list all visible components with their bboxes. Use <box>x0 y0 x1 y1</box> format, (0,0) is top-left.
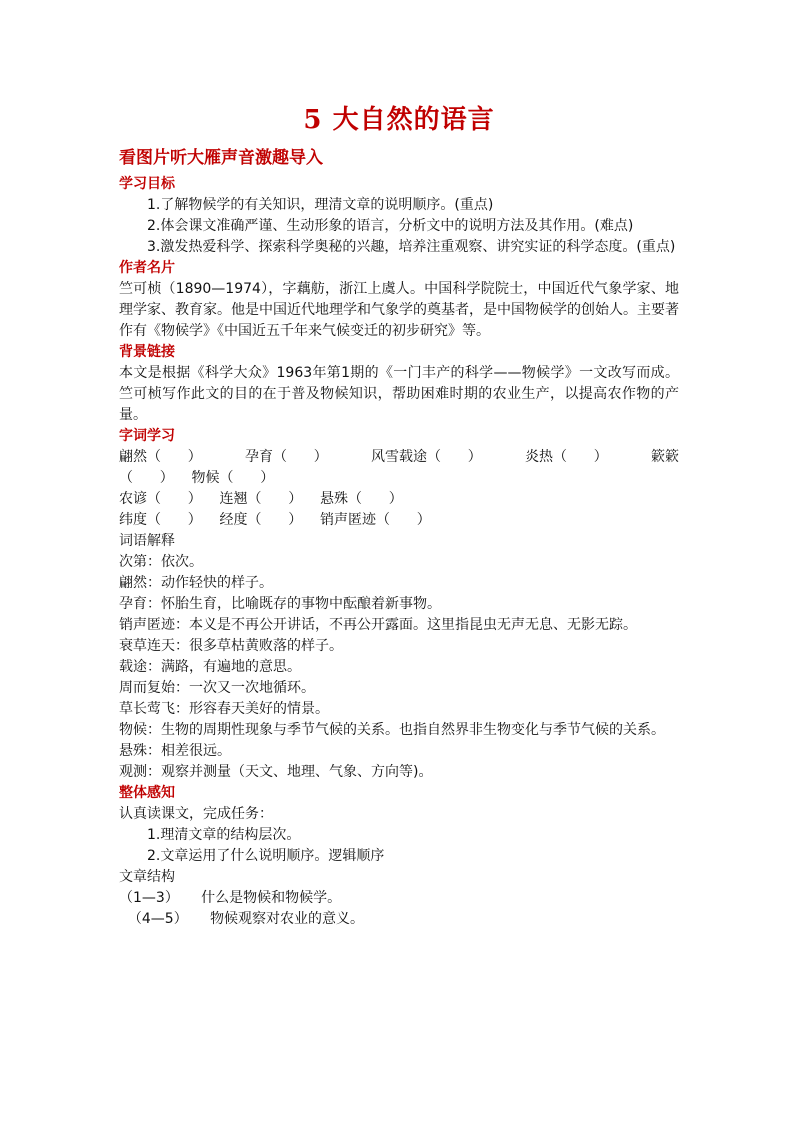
word-fill-item: 翩然（ ） <box>119 449 202 465</box>
word-fill-item: 销声匿迹（ ） <box>302 512 431 528</box>
word-fill-item: 物候（ ） <box>173 470 275 486</box>
word-fill-row <box>119 489 679 510</box>
goal-item: 2.体会课文准确严谨、生动形象的语言，分析文中的说明方法及其作用。(难点) <box>147 218 634 234</box>
explanation-item: 草长莺飞：形容春天美好的情景。 <box>119 701 329 717</box>
explanation-item: 观测：观察并测量（天文、地理、气象、方向等)。 <box>119 764 433 780</box>
word-fill-item: 悬殊（ ） <box>302 491 403 507</box>
explanation-item: 翩然：动作轻快的样子。 <box>119 575 273 591</box>
background-text: 本文是根据《科学大众》1963年第1期的《一门丰产的科学——物候学》一文改写而成。竺可桢写作此文的目的在于普及物候知识，帮助困难时期的农业生产，以提高农作物的产量。 <box>119 365 679 423</box>
words-heading: 字词学习 <box>119 428 175 444</box>
explanation-item: 衰草连天：很多草枯黄败落的样子。 <box>119 638 343 654</box>
explanation-item: 物候：生物的周期性现象与季节气候的关系。也指自然界非生物变化与季节气候的关系。 <box>119 722 665 738</box>
explanation-item: 悬殊：相差很远。 <box>119 743 231 759</box>
explanation-item: 孕育：怀胎生育，比喻既存的事物中酝酿着新事物。 <box>119 596 441 612</box>
section-subtitle: 看图片听大雁声音激趣导入 <box>119 148 323 168</box>
word-fill-item: 炎热（ ） <box>525 449 608 465</box>
document-page <box>119 100 679 930</box>
word-fill-item: 经度（ ） <box>201 512 303 528</box>
word-fill-item: （ ） <box>119 470 174 486</box>
author-heading: 作者名片 <box>119 260 175 276</box>
structure-item: （4—5） 物候观察对农业的意义。 <box>119 911 364 927</box>
structure-item: （1—3） 什么是物候和物候学。 <box>119 890 342 906</box>
author-text: 竺可桢（1890—1974），字藕舫，浙江上虞人。中国科学院院士，中国近代气象学家、地理学家、教育家。他是中国近代地理学和气象学的奠基者，是中国物候学的创始人。主要著作有《物候学》《中国近五千年来气候变迁的初步研究》等。 <box>119 281 679 339</box>
explanation-item: 周而复始：一次又一次地循环。 <box>119 680 315 696</box>
word-fill-item: 簌簌 <box>651 449 679 465</box>
background-heading: 背景链接 <box>119 344 175 360</box>
word-fill-item: 纬度（ ） <box>119 512 202 528</box>
word-fill-row <box>119 447 679 468</box>
word-fill-item: 农谚（ ） <box>119 491 202 507</box>
explain-heading: 词语解释 <box>119 533 175 549</box>
overall-heading: 整体感知 <box>119 785 175 801</box>
task-item: 1.理清文章的结构层次。 <box>147 827 301 843</box>
explanation-item: 载途：满路，有遍地的意思。 <box>119 659 301 675</box>
explanation-item: 次第：依次。 <box>119 554 203 570</box>
word-fill-item: 连翘（ ） <box>201 491 303 507</box>
page-title: 5 大自然的语言 <box>303 105 495 135</box>
word-fill-item: 孕育（ ） <box>245 449 328 465</box>
structure-label: 文章结构 <box>119 869 175 885</box>
goal-item: 1.了解物候学的有关知识，理清文章的说明顺序。(重点) <box>147 197 494 213</box>
overall-intro: 认真读课文，完成任务： <box>119 806 273 822</box>
task-item: 2.文章运用了什么说明顺序。逻辑顺序 <box>147 848 385 864</box>
word-fill-item: 风雪载途（ ） <box>371 449 482 465</box>
word-fill-row <box>119 468 679 489</box>
explanation-item: 销声匿迹：本义是不再公开讲话，不再公开露面。这里指昆虫无声无息、无影无踪。 <box>119 617 637 633</box>
goal-item: 3.激发热爱科学、探索科学奥秘的兴趣，培养注重观察、讲究实证的科学态度。(重点) <box>147 239 676 255</box>
goals-heading: 学习目标 <box>119 176 175 192</box>
word-fill-row <box>119 510 679 531</box>
